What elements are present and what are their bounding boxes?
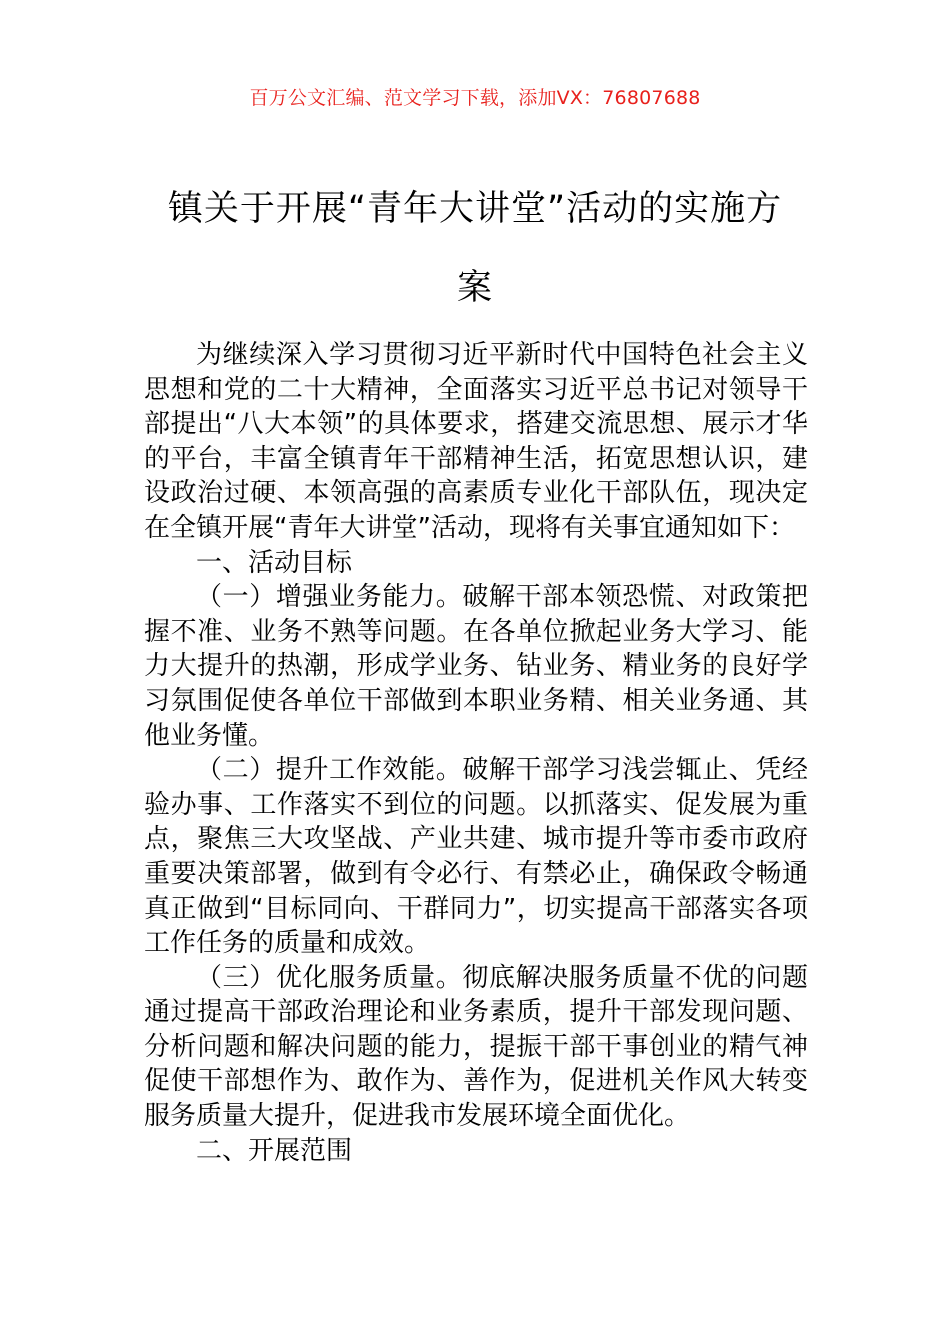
objective-item-1: （一）增强业务能力。破解干部本领恐慌、对政策把握不准、业务不熟等问题。在各单位掀起业务大学习、能力大提升的热潮，形成学业务、钻业务、精业务的良好学习氛围促使各单位干部做到本职业务精、相关业务通、其他业务懂。 bbox=[144, 582, 808, 751]
intro-paragraph: 为继续深入学习贯彻习近平新时代中国特色社会主义思想和党的二十大精神，全面落实习近平总书记对领导干部提出“八大本领”的具体要求，搭建交流思想、展示才华的平台，丰富全镇青年干部精神生活，拓宽思想认识，建设政治过硬、本领高强的高素质专业化干部队伍，现决定在全镇开展“青年大讲堂”活动，现将有关事宜通知如下： bbox=[144, 340, 808, 543]
objective-item-3: （三）优化服务质量。彻底解决服务质量不优的问题通过提高干部政治理论和业务素质，提升干部发现问题、分析问题和解决问题的能力，提振干部干事创业的精气神促使干部想作为、敢作为、善作为，促进机关作风大转变服务质量大提升，促进我市发展环境全面优化。 bbox=[144, 962, 808, 1132]
document-title: 镇关于开展“青年大讲堂”活动的实施方案 bbox=[167, 189, 783, 308]
objective-item-2: （二）提升工作效能。破解干部学习浅尝辄止、凭经验办事、工作落实不到位的问题。以抓落实、促发展为重点，聚焦三大攻坚战、产业共建、城市提升等市委市政府重要决策部署，做到有令必行、有禁必止，确保政令畅通真正做到“目标同向、干群同力”，切实提高干部落实各项工作任务的质量和成效。 bbox=[144, 755, 808, 959]
document-body bbox=[144, 338, 808, 1168]
section-heading-objectives: 一、活动目标 bbox=[196, 547, 353, 578]
download-banner: 百万公文汇编、范文学习下载，添加VX：76807688 bbox=[249, 87, 701, 109]
section-heading-scope: 二、开展范围 bbox=[196, 1135, 353, 1166]
